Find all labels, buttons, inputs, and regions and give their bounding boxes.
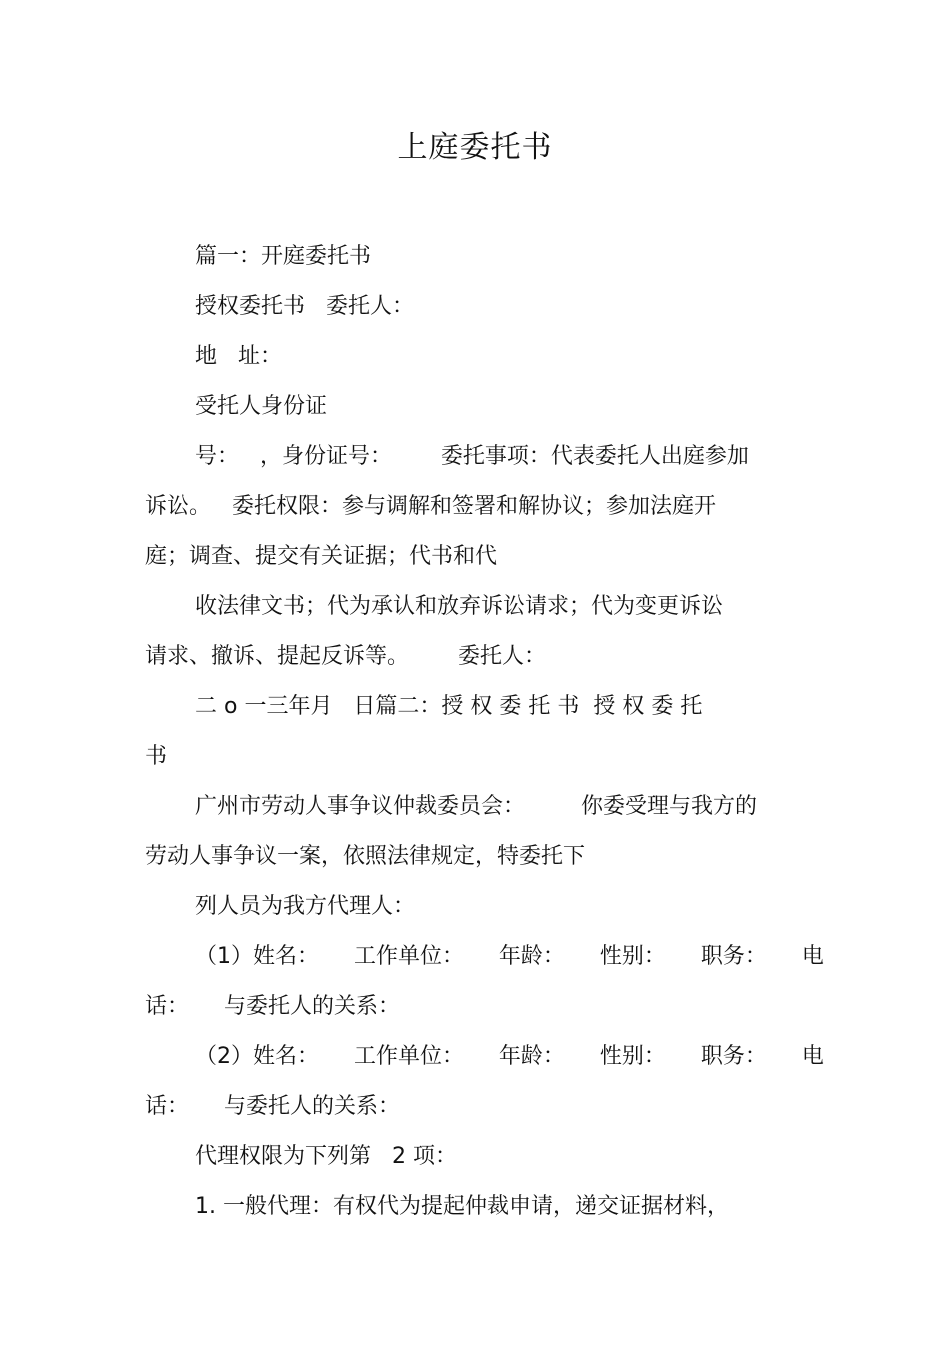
paragraph-line: 授权委托书 委托人： (195, 294, 414, 319)
paragraph-line: 劳动人事争议一案，依照法律规定，特委托下 (145, 844, 586, 869)
paragraph-line: 二 o 一三年月 日篇二：授 权 委 托 书 授 权 委 托 (195, 694, 703, 719)
paragraph-line: 书 (145, 744, 168, 769)
agent-2-fields: （2）姓名： 工作单位： 年龄： 性别： 职务： 电 (195, 1044, 824, 1069)
list-item: 1. 一般代理：有权代为提起仲裁申请，递交证据材料， (195, 1194, 729, 1219)
agent-2-relation: 话： 与委托人的关系： (145, 1094, 400, 1119)
paragraph-line: 请求、撤诉、提起反诉等。 委托人： (145, 644, 546, 669)
paragraph-line: 受托人身份证 (195, 394, 328, 419)
paragraph-line: 号： ，身份证号： 委托事项：代表委托人出庭参加 (195, 444, 749, 469)
paragraph-line: 诉讼。 委托权限：参与调解和签署和解协议；参加法庭开 (145, 494, 716, 519)
paragraph-line: 代理权限为下列第 2 项： (195, 1144, 457, 1169)
paragraph-line: 收法律文书；代为承认和放弃诉讼请求；代为变更诉讼 (195, 594, 724, 619)
paragraph-line: 庭；调查、提交有关证据；代书和代 (145, 544, 498, 569)
paragraph-line: 地 址： (195, 344, 282, 369)
agent-1-relation: 话： 与委托人的关系： (145, 994, 400, 1019)
paragraph-line: 广州市劳动人事争议仲裁委员会： 你委受理与我方的 (195, 794, 757, 819)
paragraph-line: 列人员为我方代理人： (195, 894, 416, 919)
section-heading-1: 篇一：开庭委托书 (195, 244, 372, 269)
document-title: 上庭委托书 (397, 130, 553, 165)
agent-1-fields: （1）姓名： 工作单位： 年龄： 性别： 职务： 电 (195, 944, 824, 969)
